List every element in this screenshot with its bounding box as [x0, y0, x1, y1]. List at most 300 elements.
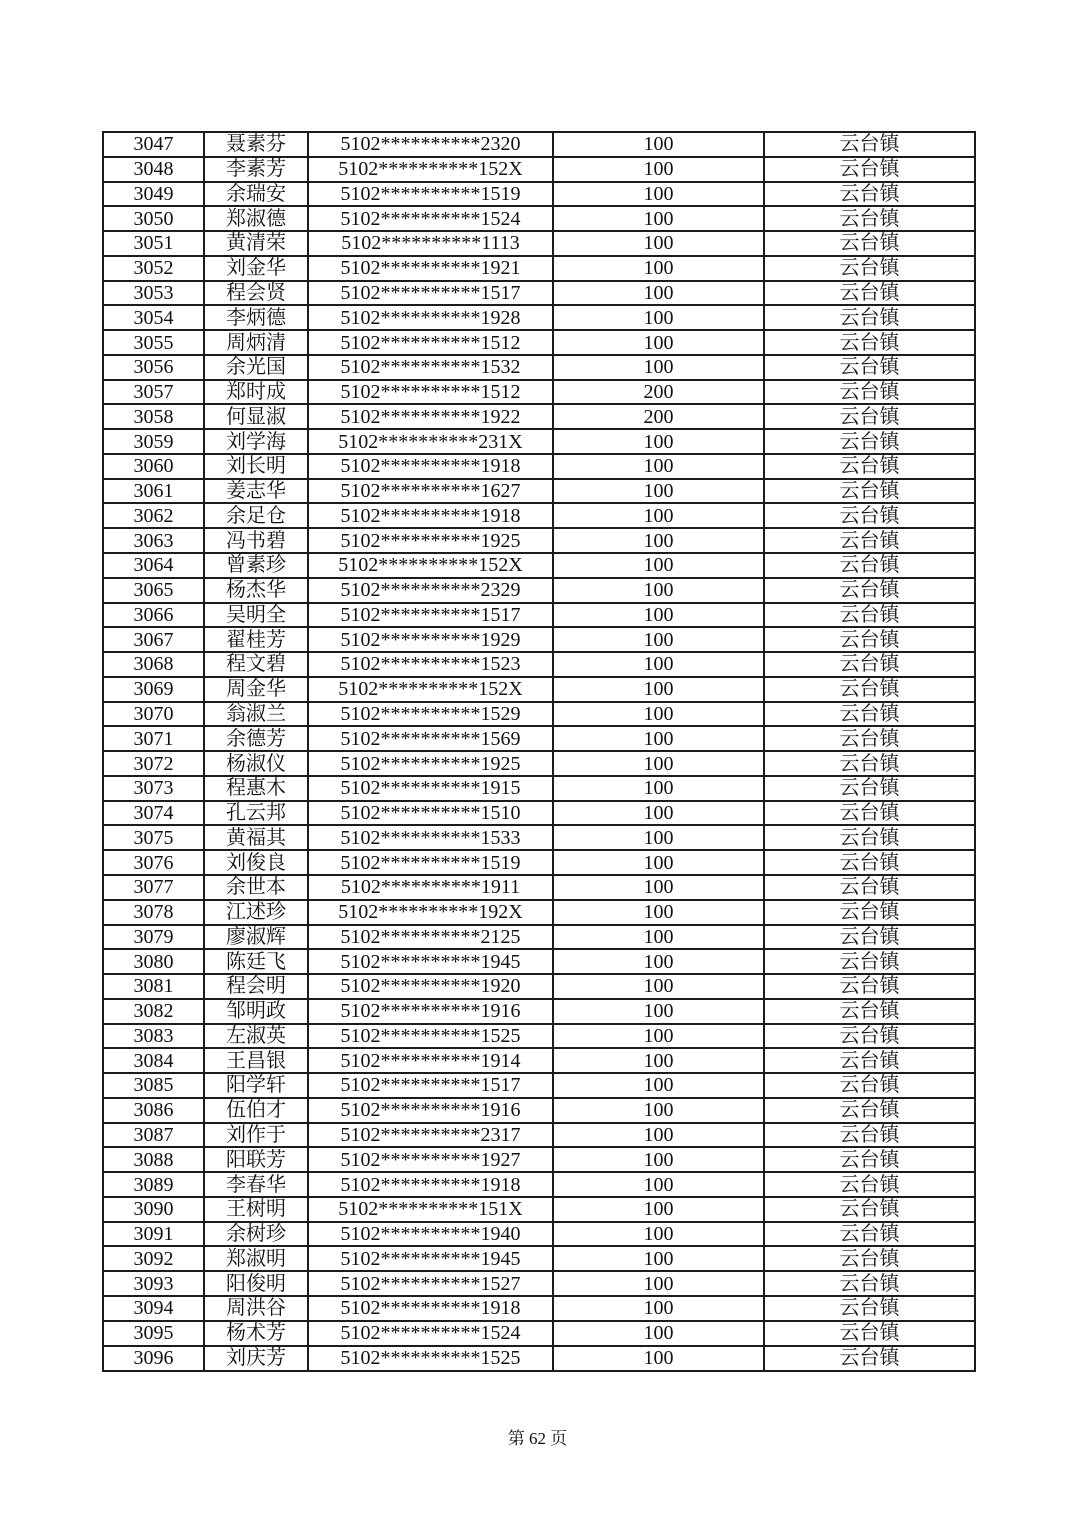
- cell-town: 云台镇: [764, 1123, 975, 1148]
- cell-town: 云台镇: [764, 157, 975, 182]
- cell-sequence-number: 3051: [103, 231, 204, 256]
- table-row: [103, 380, 975, 405]
- cell-sequence-number: 3067: [103, 627, 204, 652]
- cell-amount: 100: [553, 281, 764, 306]
- cell-amount: 100: [553, 305, 764, 330]
- cell-town: 云台镇: [764, 850, 975, 875]
- cell-sequence-number: 3081: [103, 974, 204, 999]
- cell-sequence-number: 3092: [103, 1246, 204, 1271]
- table-row: [103, 1296, 975, 1321]
- cell-masked-id-number: 5102**********1569: [308, 726, 553, 751]
- cell-amount: 100: [553, 231, 764, 256]
- cell-town: 云台镇: [764, 355, 975, 380]
- table-row: [103, 1048, 975, 1073]
- cell-masked-id-number: 5102**********1517: [308, 281, 553, 306]
- table-row: [103, 850, 975, 875]
- cell-town: 云台镇: [764, 949, 975, 974]
- cell-masked-id-number: 5102**********1627: [308, 479, 553, 504]
- cell-masked-id-number: 5102**********1914: [308, 1048, 553, 1073]
- cell-person-name: 程会明: [204, 974, 308, 999]
- table-row: [103, 999, 975, 1024]
- table-row: [103, 454, 975, 479]
- cell-masked-id-number: 5102**********1519: [308, 182, 553, 207]
- cell-masked-id-number: 5102**********152X: [308, 553, 553, 578]
- table-row: [103, 553, 975, 578]
- cell-town: 云台镇: [764, 1147, 975, 1172]
- cell-masked-id-number: 5102**********152X: [308, 677, 553, 702]
- cell-sequence-number: 3089: [103, 1172, 204, 1197]
- cell-town: 云台镇: [764, 503, 975, 528]
- cell-sequence-number: 3073: [103, 776, 204, 801]
- cell-amount: 100: [553, 900, 764, 925]
- cell-masked-id-number: 5102**********1918: [308, 503, 553, 528]
- cell-sequence-number: 3083: [103, 1024, 204, 1049]
- table-row: [103, 305, 975, 330]
- cell-town: 云台镇: [764, 974, 975, 999]
- cell-amount: 100: [553, 702, 764, 727]
- cell-amount: 100: [553, 1073, 764, 1098]
- cell-person-name: 姜志华: [204, 479, 308, 504]
- cell-person-name: 王树明: [204, 1197, 308, 1222]
- cell-amount: 100: [553, 751, 764, 776]
- cell-sequence-number: 3086: [103, 1098, 204, 1123]
- cell-masked-id-number: 5102**********2320: [308, 132, 553, 157]
- cell-amount: 100: [553, 776, 764, 801]
- cell-sequence-number: 3093: [103, 1271, 204, 1296]
- cell-amount: 100: [553, 949, 764, 974]
- cell-town: 云台镇: [764, 751, 975, 776]
- cell-sequence-number: 3047: [103, 132, 204, 157]
- cell-sequence-number: 3096: [103, 1346, 204, 1371]
- cell-town: 云台镇: [764, 1222, 975, 1247]
- table-row: [103, 900, 975, 925]
- cell-person-name: 刘长明: [204, 454, 308, 479]
- cell-person-name: 郑时成: [204, 380, 308, 405]
- cell-amount: 100: [553, 1321, 764, 1346]
- table-row: [103, 702, 975, 727]
- cell-town: 云台镇: [764, 900, 975, 925]
- cell-masked-id-number: 5102**********1918: [308, 1296, 553, 1321]
- cell-masked-id-number: 5102**********1525: [308, 1346, 553, 1371]
- cell-town: 云台镇: [764, 652, 975, 677]
- cell-person-name: 何显淑: [204, 404, 308, 429]
- cell-town: 云台镇: [764, 627, 975, 652]
- table-row: [103, 925, 975, 950]
- cell-person-name: 左淑英: [204, 1024, 308, 1049]
- cell-person-name: 伍伯才: [204, 1098, 308, 1123]
- cell-amount: 100: [553, 503, 764, 528]
- roster-table: [102, 131, 976, 1372]
- cell-sequence-number: 3084: [103, 1048, 204, 1073]
- cell-town: 云台镇: [764, 206, 975, 231]
- cell-masked-id-number: 5102**********1527: [308, 1271, 553, 1296]
- cell-amount: 100: [553, 627, 764, 652]
- cell-town: 云台镇: [764, 1098, 975, 1123]
- table-row: [103, 603, 975, 628]
- cell-town: 云台镇: [764, 1271, 975, 1296]
- cell-amount: 100: [553, 206, 764, 231]
- cell-sequence-number: 3054: [103, 305, 204, 330]
- cell-person-name: 陈廷飞: [204, 949, 308, 974]
- table-row: [103, 974, 975, 999]
- cell-town: 云台镇: [764, 1073, 975, 1098]
- cell-person-name: 余光国: [204, 355, 308, 380]
- cell-amount: 100: [553, 652, 764, 677]
- cell-amount: 100: [553, 454, 764, 479]
- cell-masked-id-number: 5102**********1940: [308, 1222, 553, 1247]
- cell-sequence-number: 3077: [103, 875, 204, 900]
- cell-town: 云台镇: [764, 528, 975, 553]
- cell-person-name: 冯书碧: [204, 528, 308, 553]
- table-row: [103, 1321, 975, 1346]
- cell-masked-id-number: 5102**********1512: [308, 380, 553, 405]
- table-row: [103, 479, 975, 504]
- cell-person-name: 郑淑明: [204, 1246, 308, 1271]
- cell-person-name: 程会贤: [204, 281, 308, 306]
- page-number: 第 62 页: [507, 1429, 568, 1448]
- cell-town: 云台镇: [764, 776, 975, 801]
- cell-amount: 100: [553, 875, 764, 900]
- cell-masked-id-number: 5102**********1525: [308, 1024, 553, 1049]
- cell-amount: 100: [553, 825, 764, 850]
- cell-amount: 100: [553, 1296, 764, 1321]
- cell-person-name: 黄福其: [204, 825, 308, 850]
- table-row: [103, 429, 975, 454]
- cell-person-name: 刘金华: [204, 256, 308, 281]
- table-row: [103, 1073, 975, 1098]
- table-row: [103, 355, 975, 380]
- table-row: [103, 1197, 975, 1222]
- cell-town: 云台镇: [764, 1048, 975, 1073]
- cell-person-name: 翟桂芳: [204, 627, 308, 652]
- cell-town: 云台镇: [764, 454, 975, 479]
- table-row: [103, 627, 975, 652]
- cell-person-name: 余世本: [204, 875, 308, 900]
- table-row: [103, 231, 975, 256]
- cell-town: 云台镇: [764, 182, 975, 207]
- cell-amount: 100: [553, 1024, 764, 1049]
- cell-sequence-number: 3048: [103, 157, 204, 182]
- cell-town: 云台镇: [764, 603, 975, 628]
- cell-amount: 100: [553, 182, 764, 207]
- cell-amount: 100: [553, 528, 764, 553]
- cell-sequence-number: 3057: [103, 380, 204, 405]
- cell-person-name: 邹明政: [204, 999, 308, 1024]
- cell-sequence-number: 3070: [103, 702, 204, 727]
- cell-masked-id-number: 5102**********152X: [308, 157, 553, 182]
- cell-town: 云台镇: [764, 999, 975, 1024]
- cell-person-name: 阳联芳: [204, 1147, 308, 1172]
- cell-sequence-number: 3059: [103, 429, 204, 454]
- cell-town: 云台镇: [764, 1321, 975, 1346]
- cell-masked-id-number: 5102**********1517: [308, 1073, 553, 1098]
- cell-person-name: 程文碧: [204, 652, 308, 677]
- cell-town: 云台镇: [764, 479, 975, 504]
- cell-person-name: 周金华: [204, 677, 308, 702]
- cell-town: 云台镇: [764, 429, 975, 454]
- table-row: [103, 528, 975, 553]
- cell-person-name: 翁淑兰: [204, 702, 308, 727]
- cell-town: 云台镇: [764, 578, 975, 603]
- cell-amount: 100: [553, 1172, 764, 1197]
- table-row: [103, 503, 975, 528]
- cell-town: 云台镇: [764, 1172, 975, 1197]
- cell-sequence-number: 3053: [103, 281, 204, 306]
- cell-town: 云台镇: [764, 825, 975, 850]
- table-row: [103, 949, 975, 974]
- cell-amount: 100: [553, 429, 764, 454]
- table-row: [103, 206, 975, 231]
- cell-sequence-number: 3060: [103, 454, 204, 479]
- cell-amount: 100: [553, 157, 764, 182]
- cell-person-name: 李春华: [204, 1172, 308, 1197]
- table-row: [103, 157, 975, 182]
- cell-masked-id-number: 5102**********1512: [308, 330, 553, 355]
- cell-person-name: 周洪谷: [204, 1296, 308, 1321]
- cell-amount: 200: [553, 380, 764, 405]
- cell-sequence-number: 3065: [103, 578, 204, 603]
- table-body: [103, 132, 975, 1371]
- table-row: [103, 404, 975, 429]
- cell-sequence-number: 3062: [103, 503, 204, 528]
- table-row: [103, 1346, 975, 1371]
- cell-amount: 100: [553, 1246, 764, 1271]
- cell-sequence-number: 3075: [103, 825, 204, 850]
- cell-person-name: 吴明全: [204, 603, 308, 628]
- cell-town: 云台镇: [764, 1246, 975, 1271]
- cell-town: 云台镇: [764, 1296, 975, 1321]
- table-row: [103, 677, 975, 702]
- cell-sequence-number: 3085: [103, 1073, 204, 1098]
- cell-masked-id-number: 5102**********1915: [308, 776, 553, 801]
- table-row: [103, 330, 975, 355]
- cell-amount: 100: [553, 1271, 764, 1296]
- table-row: [103, 1098, 975, 1123]
- cell-sequence-number: 3052: [103, 256, 204, 281]
- table-row: [103, 751, 975, 776]
- cell-amount: 100: [553, 355, 764, 380]
- cell-amount: 100: [553, 677, 764, 702]
- cell-masked-id-number: 5102**********1927: [308, 1147, 553, 1172]
- cell-town: 云台镇: [764, 702, 975, 727]
- cell-amount: 100: [553, 1346, 764, 1371]
- cell-person-name: 杨术芳: [204, 1321, 308, 1346]
- cell-masked-id-number: 5102**********1945: [308, 949, 553, 974]
- cell-town: 云台镇: [764, 256, 975, 281]
- cell-amount: 100: [553, 132, 764, 157]
- table-row: [103, 776, 975, 801]
- cell-masked-id-number: 5102**********1945: [308, 1246, 553, 1271]
- table-row: [103, 652, 975, 677]
- table-row: [103, 132, 975, 157]
- cell-masked-id-number: 5102**********1510: [308, 801, 553, 826]
- cell-amount: 100: [553, 1197, 764, 1222]
- cell-masked-id-number: 5102**********151X: [308, 1197, 553, 1222]
- cell-town: 云台镇: [764, 677, 975, 702]
- cell-amount: 100: [553, 1222, 764, 1247]
- cell-amount: 100: [553, 553, 764, 578]
- cell-amount: 100: [553, 1147, 764, 1172]
- cell-sequence-number: 3069: [103, 677, 204, 702]
- cell-person-name: 李炳德: [204, 305, 308, 330]
- table-row: [103, 1123, 975, 1148]
- cell-amount: 100: [553, 726, 764, 751]
- cell-masked-id-number: 5102**********1916: [308, 1098, 553, 1123]
- cell-person-name: 程惠木: [204, 776, 308, 801]
- cell-town: 云台镇: [764, 1346, 975, 1371]
- cell-sequence-number: 3068: [103, 652, 204, 677]
- cell-sequence-number: 3058: [103, 404, 204, 429]
- cell-sequence-number: 3071: [103, 726, 204, 751]
- cell-sequence-number: 3079: [103, 925, 204, 950]
- table-row: [103, 1246, 975, 1271]
- cell-sequence-number: 3061: [103, 479, 204, 504]
- cell-masked-id-number: 5102**********1524: [308, 206, 553, 231]
- cell-person-name: 余足仓: [204, 503, 308, 528]
- cell-person-name: 黄清荣: [204, 231, 308, 256]
- cell-sequence-number: 3087: [103, 1123, 204, 1148]
- cell-masked-id-number: 5102**********1523: [308, 652, 553, 677]
- cell-amount: 100: [553, 850, 764, 875]
- cell-masked-id-number: 5102**********1922: [308, 404, 553, 429]
- cell-masked-id-number: 5102**********1925: [308, 528, 553, 553]
- cell-person-name: 郑淑德: [204, 206, 308, 231]
- cell-masked-id-number: 5102**********1928: [308, 305, 553, 330]
- cell-person-name: 杨淑仪: [204, 751, 308, 776]
- table-row: [103, 825, 975, 850]
- cell-person-name: 余瑞安: [204, 182, 308, 207]
- cell-person-name: 刘庆芳: [204, 1346, 308, 1371]
- table-row: [103, 281, 975, 306]
- cell-person-name: 曾素珍: [204, 553, 308, 578]
- cell-town: 云台镇: [764, 305, 975, 330]
- cell-sequence-number: 3055: [103, 330, 204, 355]
- cell-town: 云台镇: [764, 1197, 975, 1222]
- cell-person-name: 周炳清: [204, 330, 308, 355]
- cell-amount: 100: [553, 1123, 764, 1148]
- cell-person-name: 王昌银: [204, 1048, 308, 1073]
- cell-amount: 200: [553, 404, 764, 429]
- table-row: [103, 1024, 975, 1049]
- cell-amount: 100: [553, 479, 764, 504]
- cell-sequence-number: 3064: [103, 553, 204, 578]
- cell-amount: 100: [553, 999, 764, 1024]
- cell-person-name: 刘作于: [204, 1123, 308, 1148]
- cell-town: 云台镇: [764, 380, 975, 405]
- cell-masked-id-number: 5102**********1920: [308, 974, 553, 999]
- cell-town: 云台镇: [764, 553, 975, 578]
- cell-sequence-number: 3066: [103, 603, 204, 628]
- table-row: [103, 1172, 975, 1197]
- cell-sequence-number: 3090: [103, 1197, 204, 1222]
- cell-person-name: 余树珍: [204, 1222, 308, 1247]
- cell-town: 云台镇: [764, 875, 975, 900]
- cell-person-name: 江述珍: [204, 900, 308, 925]
- table-row: [103, 1147, 975, 1172]
- cell-town: 云台镇: [764, 132, 975, 157]
- cell-masked-id-number: 5102**********1113: [308, 231, 553, 256]
- cell-sequence-number: 3050: [103, 206, 204, 231]
- cell-amount: 100: [553, 801, 764, 826]
- cell-town: 云台镇: [764, 231, 975, 256]
- cell-person-name: 余德芳: [204, 726, 308, 751]
- table-row: [103, 801, 975, 826]
- cell-town: 云台镇: [764, 925, 975, 950]
- cell-sequence-number: 3056: [103, 355, 204, 380]
- cell-sequence-number: 3088: [103, 1147, 204, 1172]
- cell-masked-id-number: 5102**********1532: [308, 355, 553, 380]
- cell-town: 云台镇: [764, 330, 975, 355]
- cell-person-name: 杨杰华: [204, 578, 308, 603]
- cell-masked-id-number: 5102**********2317: [308, 1123, 553, 1148]
- cell-town: 云台镇: [764, 726, 975, 751]
- cell-person-name: 孔云邦: [204, 801, 308, 826]
- cell-masked-id-number: 5102**********1529: [308, 702, 553, 727]
- cell-amount: 100: [553, 925, 764, 950]
- table-row: [103, 256, 975, 281]
- cell-sequence-number: 3091: [103, 1222, 204, 1247]
- cell-sequence-number: 3072: [103, 751, 204, 776]
- cell-sequence-number: 3063: [103, 528, 204, 553]
- cell-sequence-number: 3074: [103, 801, 204, 826]
- cell-masked-id-number: 5102**********1517: [308, 603, 553, 628]
- cell-person-name: 李素芳: [204, 157, 308, 182]
- cell-sequence-number: 3082: [103, 999, 204, 1024]
- cell-amount: 100: [553, 1098, 764, 1123]
- cell-sequence-number: 3095: [103, 1321, 204, 1346]
- cell-sequence-number: 3078: [103, 900, 204, 925]
- cell-masked-id-number: 5102**********1921: [308, 256, 553, 281]
- cell-amount: 100: [553, 256, 764, 281]
- cell-amount: 100: [553, 603, 764, 628]
- cell-amount: 100: [553, 330, 764, 355]
- cell-sequence-number: 3076: [103, 850, 204, 875]
- cell-masked-id-number: 5102**********1925: [308, 751, 553, 776]
- cell-masked-id-number: 5102**********1533: [308, 825, 553, 850]
- cell-sequence-number: 3080: [103, 949, 204, 974]
- table-row: [103, 726, 975, 751]
- cell-masked-id-number: 5102**********1916: [308, 999, 553, 1024]
- cell-person-name: 聂素芬: [204, 132, 308, 157]
- cell-amount: 100: [553, 1048, 764, 1073]
- cell-town: 云台镇: [764, 281, 975, 306]
- table-row: [103, 875, 975, 900]
- cell-masked-id-number: 5102**********1911: [308, 875, 553, 900]
- cell-town: 云台镇: [764, 404, 975, 429]
- table-row: [103, 578, 975, 603]
- cell-amount: 100: [553, 578, 764, 603]
- cell-sequence-number: 3049: [103, 182, 204, 207]
- cell-amount: 100: [553, 974, 764, 999]
- cell-town: 云台镇: [764, 1024, 975, 1049]
- cell-person-name: 阳学轩: [204, 1073, 308, 1098]
- table-row: [103, 1271, 975, 1296]
- cell-masked-id-number: 5102**********1918: [308, 1172, 553, 1197]
- cell-masked-id-number: 5102**********2125: [308, 925, 553, 950]
- cell-masked-id-number: 5102**********1524: [308, 1321, 553, 1346]
- table-row: [103, 182, 975, 207]
- cell-person-name: 刘俊良: [204, 850, 308, 875]
- cell-masked-id-number: 5102**********1929: [308, 627, 553, 652]
- table-row: [103, 1222, 975, 1247]
- cell-masked-id-number: 5102**********2329: [308, 578, 553, 603]
- cell-masked-id-number: 5102**********192X: [308, 900, 553, 925]
- cell-person-name: 阳俊明: [204, 1271, 308, 1296]
- cell-masked-id-number: 5102**********1519: [308, 850, 553, 875]
- cell-sequence-number: 3094: [103, 1296, 204, 1321]
- cell-masked-id-number: 5102**********231X: [308, 429, 553, 454]
- cell-person-name: 刘学海: [204, 429, 308, 454]
